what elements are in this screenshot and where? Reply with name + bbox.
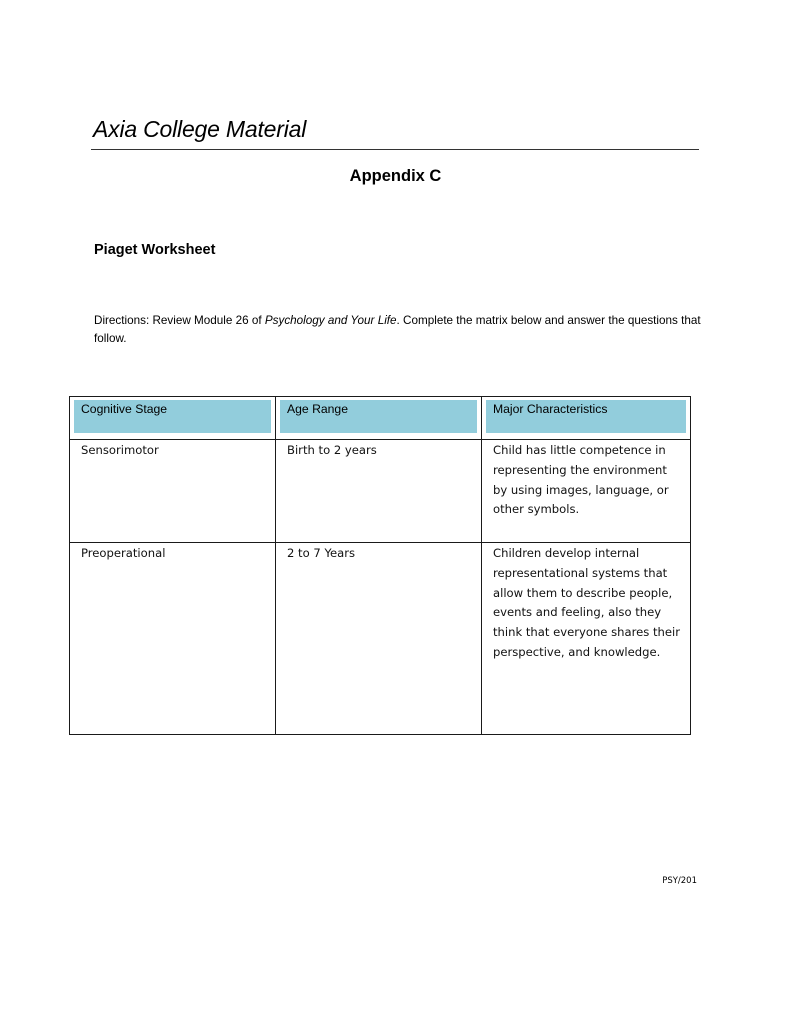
directions-text <box>94 312 704 348</box>
header-cell-characteristics <box>482 397 691 440</box>
characteristics-text: Children develop internal representational systems that allow them to describe people, events and feeling, also they think that everyone shares their perspective, and knowledge. <box>493 546 680 659</box>
course-code: PSY/201 <box>662 876 697 886</box>
directions-suffix: . Complete the matrix below and answer the questions that follow. <box>94 314 701 345</box>
piaget-matrix <box>69 396 691 735</box>
age-text: Birth to 2 years <box>287 443 377 457</box>
cell-age <box>276 440 482 543</box>
table-row <box>70 440 691 543</box>
header-label-age: Age Range <box>280 400 477 433</box>
characteristics-text: Child has little competence in representing the environment by using images, language, or other symbols. <box>493 443 669 517</box>
table-row <box>70 543 691 735</box>
header-cell-stage <box>70 397 276 440</box>
directions-prefix: Directions: Review Module 26 of <box>94 314 265 327</box>
cell-stage <box>70 543 276 735</box>
stage-text: Preoperational <box>81 546 166 560</box>
cell-age <box>276 543 482 735</box>
header-label-characteristics: Major Characteristics <box>486 400 686 433</box>
appendix-heading <box>0 167 791 186</box>
header-cell-age <box>276 397 482 440</box>
cell-characteristics <box>482 440 691 543</box>
cell-characteristics <box>482 543 691 735</box>
age-text: 2 to 7 Years <box>287 546 356 560</box>
worksheet-title: Piaget Worksheet <box>94 242 216 258</box>
matrix-header-row <box>70 397 691 440</box>
appendix-label: Appendix C <box>349 167 442 185</box>
cell-stage <box>70 440 276 543</box>
header-rule <box>91 149 699 150</box>
header-label-stage: Cognitive Stage <box>74 400 271 433</box>
book-title: Psychology and Your Life <box>264 314 397 327</box>
header-title: Axia College Material <box>93 116 307 142</box>
stage-text: Sensorimotor <box>81 443 159 457</box>
